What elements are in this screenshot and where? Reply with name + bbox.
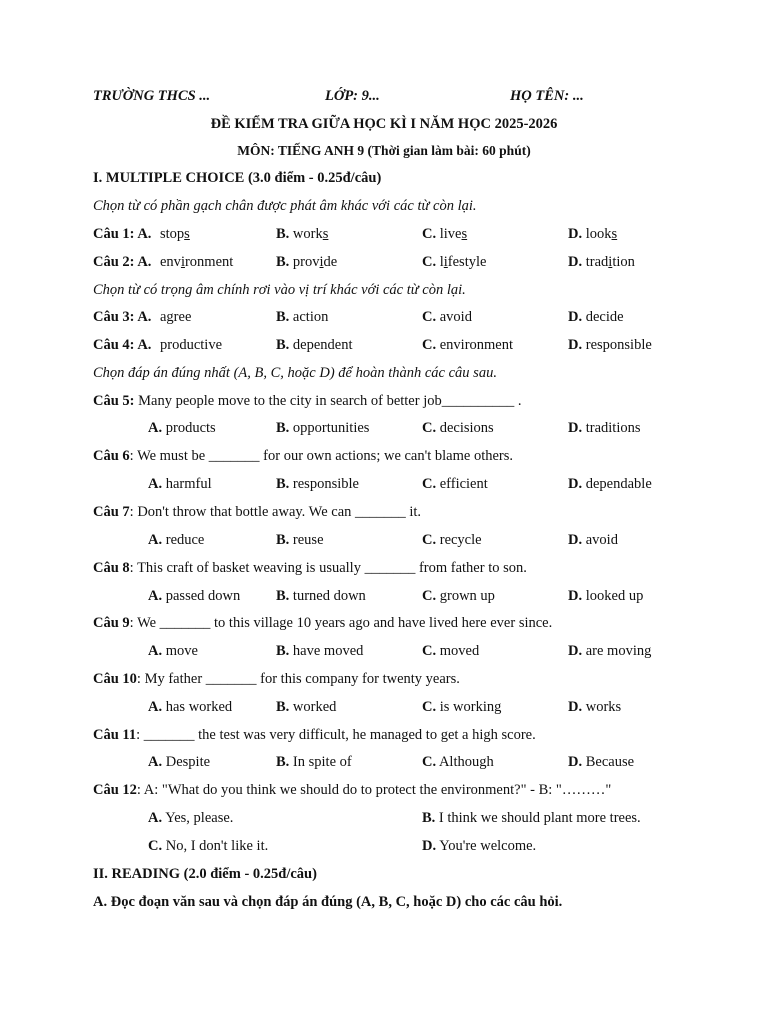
q2-option-d[interactable]: D. tradition [568, 254, 635, 270]
question-6: Câu 6: We must be _______ for our own actions; we can't blame others. [93, 448, 514, 464]
question-3-label: Câu 3: A. [93, 309, 152, 325]
q8-option-d[interactable]: D. looked up [568, 588, 644, 604]
q4-option-b[interactable]: B. dependent [276, 337, 353, 353]
question-4-label: Câu 4: A. [93, 337, 152, 353]
q11-option-b[interactable]: B. In spite of [276, 754, 352, 770]
question-5: Câu 5: Many people move to the city in search of better job__________ . [93, 393, 522, 409]
exam-title: ĐỀ KIỂM TRA GIỮA HỌC KÌ I NĂM HỌC 2025-2026 [210, 116, 558, 132]
q9-option-c[interactable]: C. moved [422, 643, 480, 659]
school-field: TRƯỜNG THCS ... [93, 88, 211, 104]
question-12: Câu 12: A: "What do you think we should do to protect the environment?" - B: "………" [93, 782, 612, 798]
q7-option-b[interactable]: B. reuse [276, 532, 324, 548]
q3-option-b[interactable]: B. action [276, 309, 329, 325]
q7-option-a[interactable]: A. reduce [148, 532, 205, 548]
q12-option-d[interactable]: D. You're welcome. [422, 838, 537, 854]
q10-option-c[interactable]: C. is working [422, 699, 502, 715]
q7-option-c[interactable]: C. recycle [422, 532, 482, 548]
section1-heading: I. MULTIPLE CHOICE (3.0 điểm - 0.25đ/câu) [93, 170, 382, 186]
q4-option-d[interactable]: D. responsible [568, 337, 652, 353]
q3-option-c[interactable]: C. avoid [422, 309, 472, 325]
q6-option-b[interactable]: B. responsible [276, 476, 359, 492]
question-8: Câu 8: This craft of basket weaving is usually _______ from father to son. [93, 560, 527, 576]
q10-option-d[interactable]: D. works [568, 699, 622, 715]
exam-subtitle: MÔN: TIẾNG ANH 9 (Thời gian làm bài: 60 phút) [237, 143, 531, 158]
q9-option-d[interactable]: D. are moving [568, 643, 652, 659]
q5-option-d[interactable]: D. traditions [568, 420, 641, 436]
q11-option-c[interactable]: C. Although [422, 754, 494, 770]
q12-option-b[interactable]: B. I think we should plant more trees. [422, 810, 641, 826]
question-1-label: Câu 1: A. [93, 226, 152, 242]
q12-option-c[interactable]: C. No, I don't like it. [148, 838, 269, 854]
instruction-pronunciation: Chọn từ có phần gạch chân được phát âm khác với các từ còn lại. [93, 198, 477, 214]
instruction-multiple-choice: Chọn đáp án đúng nhất (A, B, C, hoặc D) để hoàn thành các câu sau. [93, 365, 497, 381]
q4-option-c[interactable]: C. environment [422, 337, 514, 353]
q6-option-c[interactable]: C. efficient [422, 476, 488, 492]
q1-option-c[interactable]: C. lives [422, 226, 468, 242]
q2-option-b[interactable]: B. provide [276, 254, 338, 270]
question-7: Câu 7: Don't throw that bottle away. We can _______ it. [93, 504, 422, 520]
q1-option-a[interactable]: stops [160, 226, 190, 242]
q12-option-a[interactable]: A. Yes, please. [148, 810, 234, 826]
q1-option-d[interactable]: D. looks [568, 226, 618, 242]
question-9: Câu 9: We _______ to this village 10 years ago and have lived here ever since. [93, 615, 553, 631]
instruction-stress: Chọn từ có trọng âm chính rơi vào vị trí khác với các từ còn lại. [93, 282, 466, 298]
q10-option-a[interactable]: A. has worked [148, 699, 233, 715]
question-11: Câu 11: _______ the test was very difficult, he managed to get a high score. [93, 727, 536, 743]
reading-part-a-instruction: A. Đọc đoạn văn sau và chọn đáp án đúng (A, B, C, hoặc D) cho các câu hỏi. [93, 894, 563, 910]
q8-option-a[interactable]: A. passed down [148, 588, 241, 604]
q5-option-a[interactable]: A. products [148, 420, 216, 436]
q2-option-a[interactable]: environment [160, 254, 234, 270]
q3-option-a[interactable]: agree [160, 309, 192, 325]
q9-option-b[interactable]: B. have moved [276, 643, 364, 659]
question-10: Câu 10: My father _______ for this company for twenty years. [93, 671, 460, 687]
student-name-field: HỌ TÊN: ... [510, 88, 584, 104]
q8-option-c[interactable]: C. grown up [422, 588, 495, 604]
q9-option-a[interactable]: A. move [148, 643, 198, 659]
q6-option-a[interactable]: A. harmful [148, 476, 212, 492]
q11-option-d[interactable]: D. Because [568, 754, 635, 770]
q5-option-b[interactable]: B. opportunities [276, 420, 370, 436]
q1-option-b[interactable]: B. works [276, 226, 329, 242]
q10-option-b[interactable]: B. worked [276, 699, 337, 715]
question-2-label: Câu 2: A. [93, 254, 152, 270]
class-field: LỚP: 9... [325, 88, 380, 104]
section2-heading: II. READING (2.0 điểm - 0.25đ/câu) [93, 866, 317, 882]
q5-option-c[interactable]: C. decisions [422, 420, 494, 436]
q2-option-c[interactable]: C. lifestyle [422, 254, 487, 270]
q4-option-a[interactable]: productive [160, 337, 223, 353]
q11-option-a[interactable]: A. Despite [148, 754, 211, 770]
q8-option-b[interactable]: B. turned down [276, 588, 366, 604]
q6-option-d[interactable]: D. dependable [568, 476, 652, 492]
q7-option-d[interactable]: D. avoid [568, 532, 618, 548]
q3-option-d[interactable]: D. decide [568, 309, 624, 325]
